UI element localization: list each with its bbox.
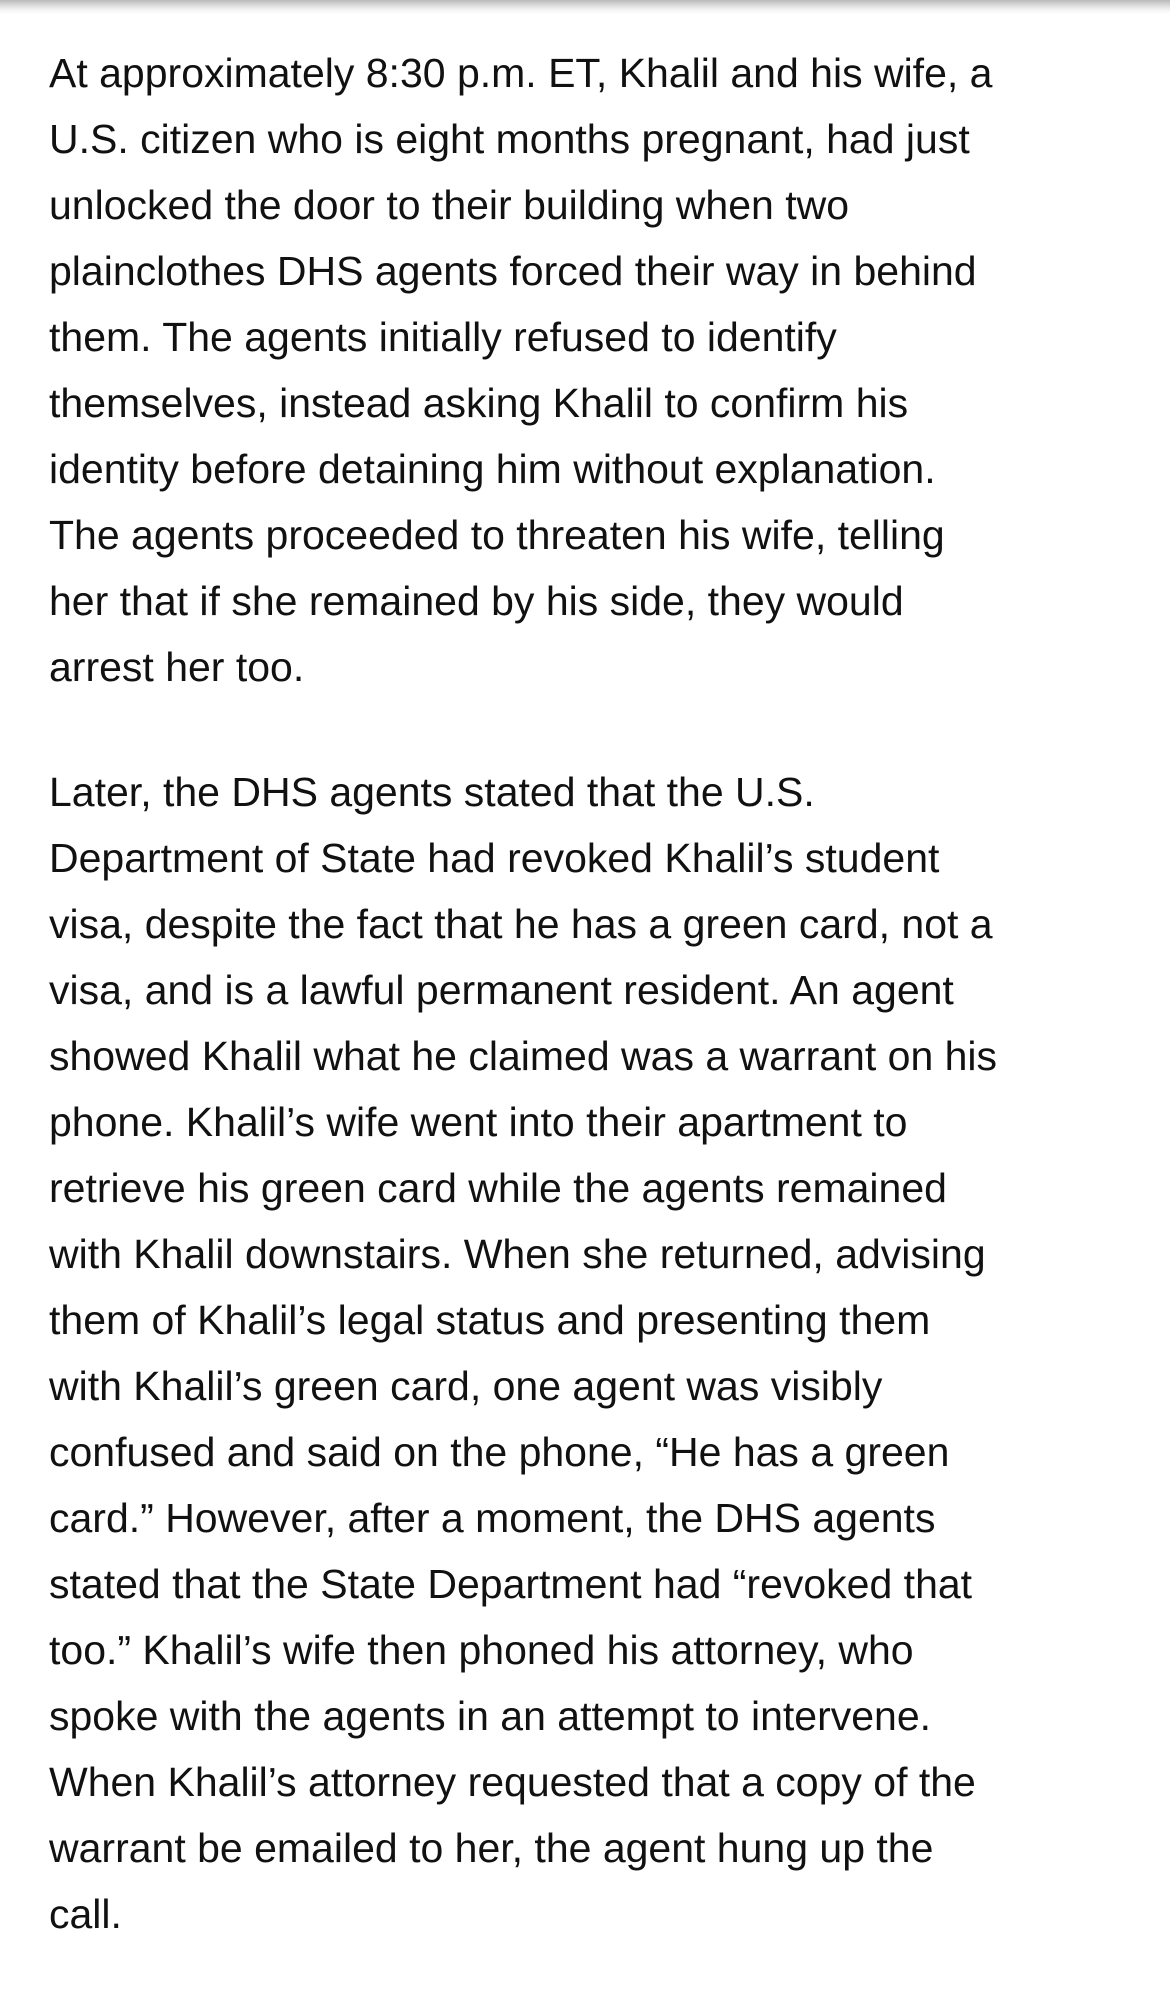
article-body — [49, 40, 1139, 2006]
paragraph-visa-revoked: Later, the DHS agents stated that the U.S. Department of State had revoked Khalil’s student visa, despite the fact that he has a green card, not a visa, and is a lawful permanent resident. An agent showed Khalil what he claimed was a warrant on his phone. Khalil’s wife went into their apartment to retrieve his green card while the agents remained with Khalil downstairs. When she returned, advising them of Khalil’s legal status and presenting them with Khalil’s green card, one agent was visibly confused and said on the phone, “He has a green card.” However, after a moment, the DHS agents stated that the State Department had “revoked that too.” Khalil’s wife then phoned his attorney, who spoke with the agents in an attempt to intervene. When Khalil’s attorney requested that a copy of the warrant be emailed to her, the agent hung up the call. — [49, 769, 998, 1937]
paragraph-arrest: At approximately 8:30 p.m. ET, Khalil and his wife, a U.S. citizen who is eight months pregnant, had just unlocked the door to their building when two plainclothes DHS agents forced their way in behind them. The agents initially refused to identify themselves, instead asking Khalil to confirm his identity before detaining him without explanation. The agents proceeded to threaten his wife, telling her that if she remained by his side, they would arrest her too. — [49, 50, 993, 690]
top-edge-shadow — [0, 0, 1170, 14]
